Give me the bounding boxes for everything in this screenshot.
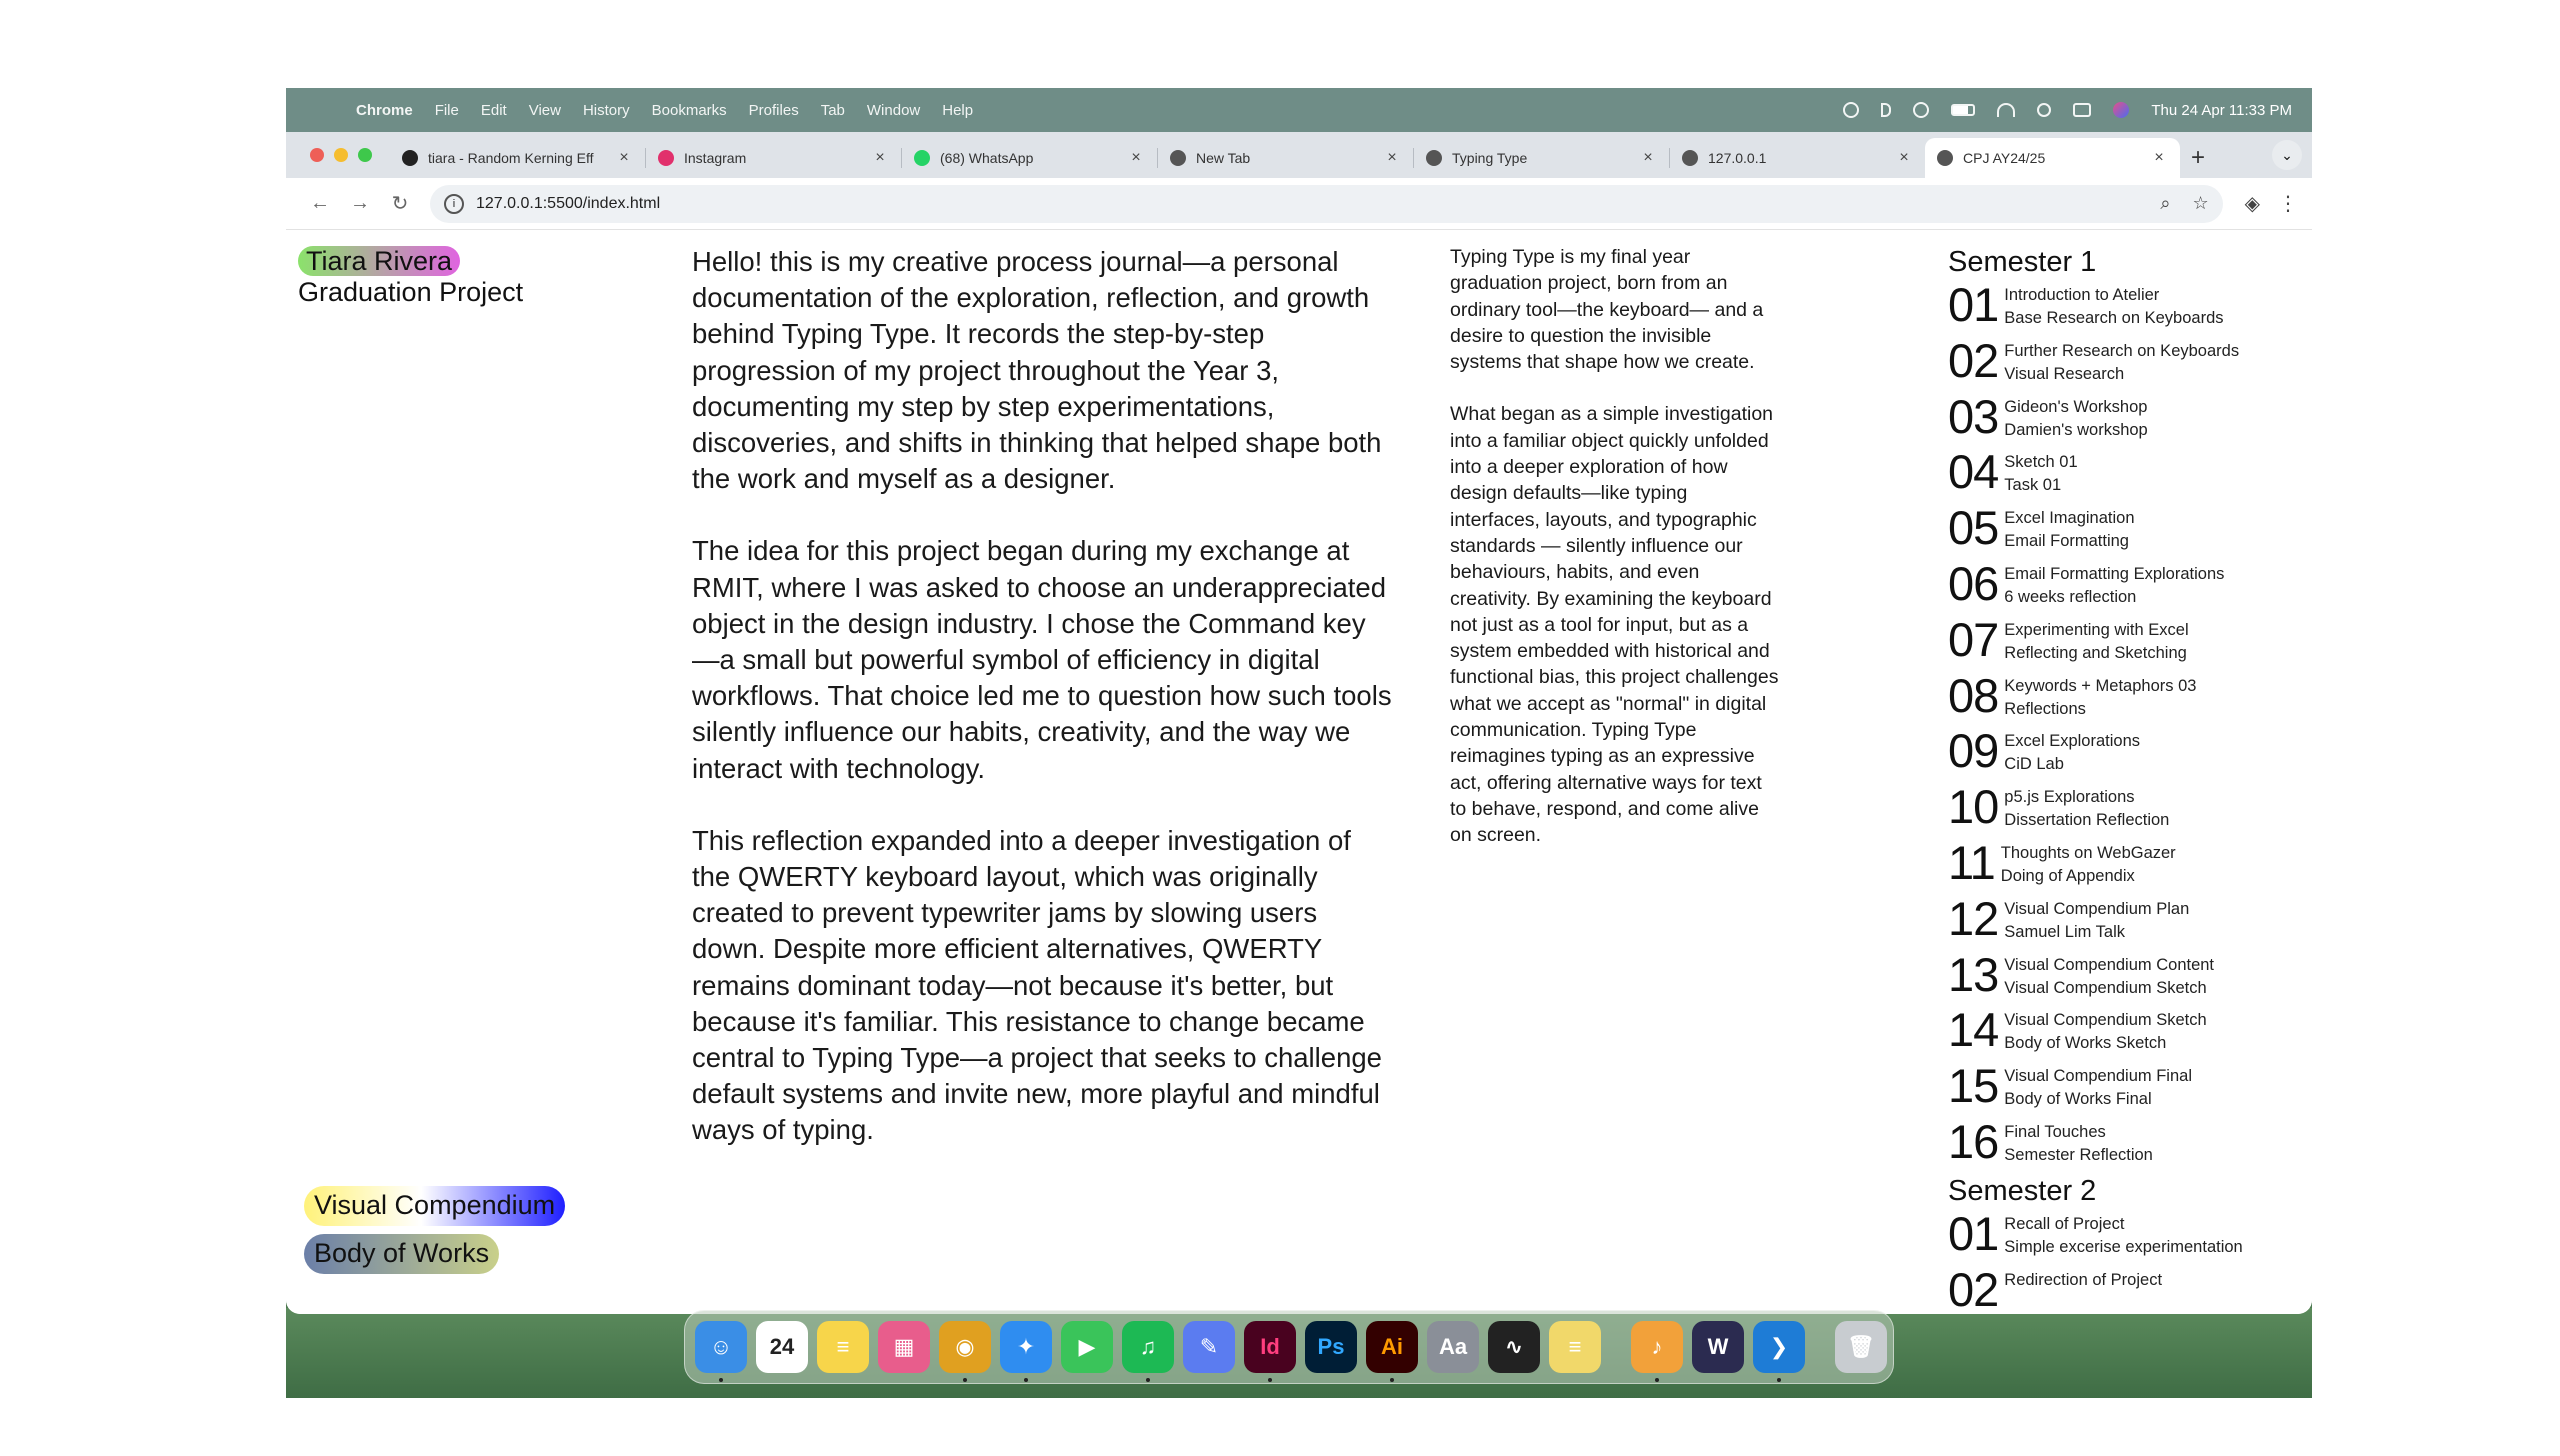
menu-help[interactable]: Help [942,101,974,119]
week-entry[interactable] [1948,891,2288,950]
week-number: 04 [1948,445,1999,499]
week-number: 02 [1948,333,1999,387]
week-number: 16 [1948,1114,1999,1168]
week-entry[interactable] [1948,782,2288,838]
indesign-icon[interactable] [1244,1321,1296,1373]
tab-title: 127.0.0.1 [1708,150,1767,166]
week-entry[interactable] [1948,447,2288,503]
menu-view[interactable]: View [528,101,561,119]
tab-title: tiara - Random Kerning Eff [428,150,594,166]
week-topics [2004,392,2147,442]
menu-window[interactable]: Window [866,101,921,119]
forward-button[interactable] [340,184,380,224]
week-number: 12 [1948,891,1999,945]
facetime-icon[interactable] [1061,1321,1113,1373]
week-number: 08 [1948,668,1999,722]
bluetooth-icon[interactable] [1881,103,1891,117]
week-topics [2004,503,2134,553]
dock-glyph: Aa [1438,1334,1468,1359]
spotlight-search-icon[interactable] [2037,103,2051,117]
battery-icon[interactable] [1951,104,1975,116]
browser-tab[interactable] [390,138,645,178]
browser-tab[interactable] [646,138,901,178]
week-topic[interactable]: Final Touches [2004,1122,2106,1141]
week-entry[interactable] [1948,389,2288,448]
globe-icon [1682,150,1698,166]
site-header [298,246,523,308]
week-topics [2004,1005,2206,1055]
week-topic[interactable]: Gideon's Workshop [2004,397,2148,416]
week-topic[interactable]: Reflections [2004,699,2086,718]
globe-icon [1426,150,1442,166]
menu-file[interactable]: File [434,101,459,119]
summary-paragraph: Typing Type is my final year graduation project, born from an ordinary tool—the keyboard— and a desire to question the invisible systems that shape how we create. [1450,246,1764,374]
week-topics [2004,336,2239,386]
tab-strip [286,132,2312,178]
play-icon[interactable] [1913,102,1929,118]
week-topics [2001,838,2176,888]
week-topic[interactable]: Body of Works Sketch [2004,1034,2167,1053]
week-topic[interactable]: Email Formatting Explorations [2004,564,2225,583]
week-topic[interactable]: Experimenting with Excel [2004,620,2189,639]
zoom-window-button[interactable] [358,148,372,162]
tab-search-button[interactable] [2272,140,2302,170]
week-number: 13 [1948,947,1999,1001]
close-tab-icon[interactable]: × [1131,149,1141,166]
chrome-icon [1170,150,1186,166]
zoom-icon[interactable]: ⌕ [2160,193,2171,213]
week-topics [2004,894,2189,944]
intro-text [692,244,1392,1185]
arrow-left-icon: ← [310,192,330,214]
tab-title: (68) WhatsApp [940,150,1034,166]
dock-glyph: ▶ [1078,1334,1096,1359]
running-indicator [1655,1378,1659,1382]
more-menu-icon[interactable]: ⋮ [2278,193,2298,215]
week-topics [2004,1061,2192,1111]
close-tab-icon[interactable]: × [619,149,629,166]
browser-toolbar [286,178,2312,230]
week-topic[interactable]: Visual Compendium Sketch [2004,1011,2207,1030]
week-topics [2004,1117,2153,1167]
project-summary [1450,244,1780,875]
visual-compendium-link[interactable]: Visual Compendium [304,1186,565,1226]
finder-icon[interactable] [695,1321,747,1373]
week-entry[interactable] [1948,726,2288,782]
week-number: 06 [1948,556,1999,610]
week-entry[interactable] [1948,1005,2288,1061]
extensions-icon[interactable]: ◈ [2244,193,2260,215]
week-entry[interactable] [1948,333,2288,392]
dock-glyph: ∿ [1504,1334,1524,1359]
github-icon [402,150,418,166]
stickies-icon[interactable] [1549,1321,1601,1373]
close-tab-icon[interactable]: × [875,149,885,166]
week-topic[interactable]: Further Research on Keyboards [2004,341,2240,360]
close-tab-icon[interactable]: × [2154,149,2164,166]
week-number: 05 [1948,501,1999,555]
week-topic[interactable]: p5.js Explorations [2004,788,2135,807]
running-indicator [963,1378,967,1382]
semester-1-list [1948,280,2288,1173]
week-topic[interactable]: Visual Compendium Sketch [2004,978,2207,997]
minimize-window-button[interactable] [334,148,348,162]
tab-title: New Tab [1196,150,1251,166]
dock-glyph: ☺ [709,1334,733,1359]
week-topics [2004,1209,2242,1259]
dock-glyph: ≡ [1568,1334,1582,1359]
launchpad-icon[interactable] [878,1321,930,1373]
siri-icon[interactable] [2113,102,2129,118]
summary-paragraph: What began as a simple investigation into a familiar object quickly unfolded into a deeper exploration of how design defaults—like typing interfaces, layouts, and typographic standards — silently influence our behaviours, habits, and even creativity. By examining the keyboard not just as a tool for input, but as a system embedded with historical and functional bias, this project challenges what we accept as "normal" in digital communication. Typing Type reimagines typing as an expressive act, offering alternative ways for text to behave, respond, and come alive on screen. [1450,403,1779,847]
week-entry[interactable] [1948,835,2288,894]
dock [684,1310,1894,1384]
week-topics [2004,1265,2162,1292]
week-topic[interactable]: Simple excerise experimentation [2004,1237,2243,1256]
week-entry[interactable] [1948,1206,2288,1265]
close-tab-icon[interactable]: × [1387,149,1397,166]
menu-history[interactable]: History [582,101,630,119]
week-number: 10 [1948,780,1999,834]
week-number: 14 [1948,1003,1999,1057]
week-topic[interactable]: 6 weeks reflection [2004,587,2137,606]
dock-glyph: ✎ [1199,1334,1219,1359]
week-topics [2004,671,2196,721]
week-topics [2004,726,2140,776]
close-tab-icon[interactable]: × [1899,149,1909,166]
window-controls [286,148,390,178]
week-entry[interactable] [1948,1262,2288,1314]
week-topics [2004,615,2188,665]
week-topics [2004,950,2214,1000]
dock-glyph: 24 [769,1334,795,1359]
menu-app-name[interactable]: Chrome [356,101,413,119]
semester-1-title: Semester 1 [1948,246,2097,278]
tab-title: Typing Type [1452,150,1528,166]
new-tab-button[interactable]: + [2190,144,2205,171]
menu-bar [286,88,2312,132]
week-entry[interactable] [1948,1061,2288,1117]
chevron-down-icon: ⌄ [2281,146,2293,163]
week-topic[interactable]: Sketch 01 [2004,453,2078,472]
menu-bookmarks[interactable]: Bookmarks [651,101,727,119]
menu-profiles[interactable]: Profiles [748,101,799,119]
running-indicator [1390,1378,1394,1382]
globe-icon [1937,150,1953,166]
week-topics [2004,782,2169,832]
whatsapp-icon [914,150,930,166]
wifi-icon[interactable] [1997,103,2015,117]
browser-tab[interactable] [1670,138,1925,178]
tab-title: Instagram [684,150,747,166]
site-info-icon[interactable]: i [444,194,464,214]
body-of-works-link[interactable]: Body of Works [304,1234,499,1274]
running-indicator [1146,1378,1150,1382]
desktop [286,88,2312,1398]
browser-tab[interactable] [1925,138,2180,178]
control-center-icon[interactable] [2073,103,2091,117]
running-indicator [1777,1378,1781,1382]
week-topic[interactable]: Visual Compendium Content [2004,955,2215,974]
dock-glyph: Id [1260,1334,1280,1359]
browser-tab[interactable] [1414,138,1669,178]
dock-glyph: 🗑 [1847,1334,1875,1359]
calendar-icon[interactable] [756,1321,808,1373]
week-topic[interactable]: Keywords + Metaphors 03 [2004,676,2197,695]
dock-glyph: ▦ [893,1334,915,1359]
week-topic[interactable]: Body of Works Final [2004,1090,2152,1109]
url-text[interactable]: 127.0.0.1:5500/index.html [476,194,661,212]
week-number: 15 [1948,1059,1999,1113]
week-topic[interactable]: Visual Compendium Plan [2004,899,2190,918]
week-topic[interactable]: Base Research on Keyboards [2004,309,2224,327]
week-number: 01 [1948,278,1999,331]
webex-icon[interactable] [1692,1321,1744,1373]
vscode-icon[interactable] [1753,1321,1805,1373]
close-tab-icon[interactable]: × [1643,149,1653,166]
week-entry[interactable] [1948,668,2288,727]
week-topic[interactable]: Thoughts on WebGazer [2000,843,2176,862]
week-number: 07 [1948,612,1999,666]
close-window-button[interactable] [310,148,324,162]
arrow-right-icon: → [350,192,370,214]
pencil-app-icon[interactable] [1183,1321,1235,1373]
week-entry[interactable] [1948,947,2288,1006]
week-topic[interactable]: Dissertation Reflection [2004,811,2170,830]
browser-tab[interactable] [902,138,1157,178]
week-topic[interactable]: Task 01 [2004,476,2062,495]
dock-glyph: Ps [1317,1334,1345,1359]
week-entry[interactable] [1948,280,2288,336]
menu-clock[interactable]: Thu 24 Apr 11:33 PM [2151,101,2292,119]
back-button[interactable] [300,184,340,224]
week-topics [2004,280,2223,330]
dock-glyph: ✦ [1016,1334,1036,1359]
week-number: 03 [1948,389,1999,443]
address-bar[interactable] [430,185,2223,223]
creative-cloud-icon[interactable] [1843,102,1859,118]
week-entry[interactable] [1948,1114,2288,1173]
week-topic[interactable]: Visual Research [2004,364,2125,383]
week-topic[interactable]: Recall of Project [2004,1214,2125,1233]
weekly-index [1948,244,2288,1314]
project-subtitle: Graduation Project [298,277,524,307]
semester-2-title: Semester 2 [1948,1174,2097,1207]
menu-edit[interactable]: Edit [480,101,507,119]
running-indicator [1268,1378,1272,1382]
week-topics [2004,559,2224,609]
week-topic[interactable]: Introduction to Atelier [2004,286,2160,304]
week-number: 02 [1948,1262,1999,1314]
week-number: 01 [1948,1206,1999,1260]
week-number: 11 [1948,835,1995,889]
dock-glyph: Ai [1381,1334,1403,1359]
week-topic[interactable]: Doing of Appendix [2000,866,2135,885]
week-topic[interactable]: Visual Compendium Final [2004,1067,2192,1086]
intro-paragraph: Hello! this is my creative process journal—a personal documentation of the exploration, reflection, and growth behind Typing Type. It records the step-by-step progression of my project throughout the Year 3, documenting my step by step experimentations, discoveries, and shifts in thinking that helped shape both the work and myself as a designer. [692,246,1382,495]
intro-paragraph: The idea for this project began during my exchange at RMIT, where I was asked to choose an underappreciated object in the design industry. I chose the Command key—a small but powerful symbol of efficiency in digital workflows. That choice led me to question how such tools silently influence our habits, creativity, and the way we interact with technology. [692,535,1392,784]
running-indicator [1024,1378,1028,1382]
week-topic[interactable]: Excel Explorations [2004,732,2141,751]
week-topic[interactable]: Damien's workshop [2004,420,2148,439]
reload-icon: ↻ [391,193,409,215]
week-topic[interactable]: Excel Imagination [2004,509,2135,528]
dock-glyph: ❯ [1769,1334,1789,1359]
web-page [286,230,2312,1314]
activity-monitor-icon[interactable] [1488,1321,1540,1373]
dock-glyph: ◉ [955,1334,975,1359]
font-book-icon[interactable] [1427,1321,1479,1373]
garageband-icon[interactable] [1631,1321,1683,1373]
week-entry[interactable] [1948,503,2288,559]
week-topic[interactable]: Semester Reflection [2004,1145,2153,1164]
week-topic[interactable]: Reflecting and Sketching [2004,643,2187,662]
photoshop-icon[interactable] [1305,1321,1357,1373]
bookmark-star-icon[interactable]: ☆ [2192,193,2209,213]
week-topics [2004,447,2077,497]
status-tray [1843,88,2292,132]
instagram-icon [658,150,674,166]
author-name[interactable]: Tiara Rivera [298,246,460,276]
dock-glyph: ♫ [1139,1334,1157,1359]
intro-paragraph: This reflection expanded into a deeper investigation of the QWERTY keyboard layout, which was originally created to prevent typewriter jams by slowing users down. Despite more efficient alternatives, QWERTY remains dominant today—not because it's better, but because it's familiar. This resistance to change became central to Typing Type—a project that seeks to challenge default systems and invite new, more playful and mindful ways of typing. [692,824,1382,1146]
week-number: 09 [1948,724,1999,778]
running-indicator [719,1378,723,1382]
dock-glyph: W [1707,1334,1729,1359]
trash-icon[interactable] [1835,1321,1887,1373]
spotify-icon[interactable] [1122,1321,1174,1373]
tab-title: CPJ AY24/25 [1963,150,2046,166]
reload-button[interactable] [380,184,420,224]
week-topic[interactable]: Email Formatting [2004,532,2129,551]
week-topic[interactable]: CiD Lab [2004,755,2064,774]
week-entry[interactable] [1948,612,2288,671]
dock-glyph: ≡ [836,1334,850,1359]
semester-2-list [1948,1206,2288,1314]
illustrator-icon[interactable] [1366,1321,1418,1373]
tabs [390,138,2180,178]
chrome-icon[interactable] [939,1321,991,1373]
safari-icon[interactable] [1000,1321,1052,1373]
browser-window [286,132,2312,1314]
week-entry[interactable] [1948,556,2288,615]
notes-icon[interactable] [817,1321,869,1373]
week-topic[interactable]: Redirection of Project [2004,1270,2163,1289]
dock-glyph: ♪ [1651,1334,1663,1359]
week-topic[interactable]: Samuel Lim Talk [2004,922,2126,941]
menu-tab[interactable]: Tab [820,101,845,119]
browser-tab[interactable] [1158,138,1413,178]
